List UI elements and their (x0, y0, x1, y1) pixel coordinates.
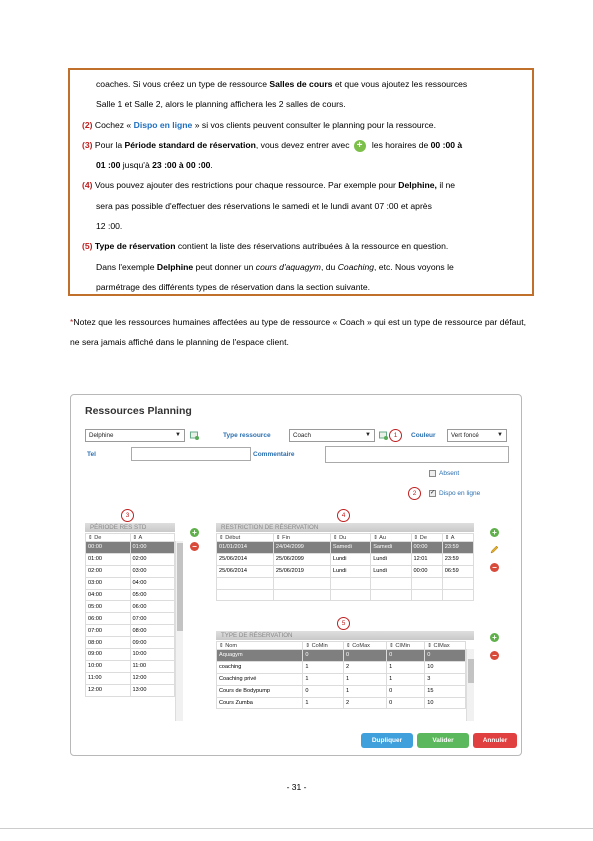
table-cell: 24/04/2099 (273, 542, 330, 554)
table-row[interactable] (86, 672, 175, 684)
table-row[interactable] (217, 589, 474, 601)
table-row[interactable] (217, 697, 466, 709)
header-label: CIMax (433, 642, 450, 649)
table-cell: Lundi (330, 553, 370, 565)
table-cell: 1 (303, 697, 344, 709)
table-cell: 0 (387, 697, 425, 709)
table-cell: 23:59 (442, 542, 473, 554)
table-row[interactable] (217, 661, 466, 673)
table-row[interactable] (86, 565, 175, 577)
table-cell: 01/01/2014 (217, 542, 274, 554)
restriction-title: RESTRICTION DE RÉSERVATION (216, 523, 474, 532)
footer-divider (0, 828, 593, 829)
chevron-down-icon: ▼ (365, 432, 371, 438)
table-cell: 11:00 (130, 660, 175, 672)
table-cell: 06:00 (130, 601, 175, 613)
table-row[interactable] (86, 601, 175, 613)
header-row (86, 534, 175, 542)
table-cell: 00:00 (86, 542, 131, 554)
absent-label: Absent (439, 470, 460, 478)
sort-icon: ⇕ (88, 534, 95, 541)
column-header[interactable] (217, 642, 303, 650)
table-cell: 00:00 (411, 542, 442, 554)
text-line: Salle 1 et Salle 2, alors le planning affichera les 2 salles de cours. (96, 99, 346, 110)
absent-checkbox[interactable] (429, 470, 459, 477)
column-header[interactable] (371, 534, 411, 542)
page-number: - 31 - (286, 782, 307, 792)
table-cell: 25/06/2014 (217, 553, 274, 565)
pencil-icon[interactable] (490, 545, 499, 554)
scroll-thumb[interactable] (177, 543, 183, 631)
add-icon[interactable]: + (490, 633, 499, 642)
table-cell: Lundi (371, 553, 411, 565)
header-label: De (94, 534, 102, 541)
marker-2: 2 (408, 487, 421, 500)
header-label: Début (225, 534, 241, 541)
note-paragraph: *Notez que les ressources humaines affectées au type de ressource « Coach » qui est un type de ressource par défaut, ne sera jamais affiché dans le planning de l'espace client. (70, 317, 526, 347)
table-cell: 04:00 (130, 577, 175, 589)
header-label: A (450, 534, 455, 541)
header-label: CIMin (395, 642, 410, 649)
column-header[interactable] (330, 534, 370, 542)
table-cell (330, 589, 370, 601)
marker-3: 3 (121, 509, 134, 522)
table-cell: 06:59 (442, 565, 473, 577)
table-row[interactable] (217, 685, 466, 697)
table-row[interactable] (217, 553, 474, 565)
text-line: 01 :00 jusqu'à 23 :00 à 00 :00. (96, 160, 213, 171)
marker-1: 1 (389, 429, 402, 442)
table-cell: 08:00 (130, 625, 175, 637)
table-cell: 23:59 (442, 553, 473, 565)
dupliquer-button[interactable]: Dupliquer (361, 733, 413, 748)
table-row[interactable] (217, 650, 466, 662)
dispo-label: Dispo en ligne (439, 490, 481, 498)
table-cell: 1 (387, 673, 425, 685)
header-row (217, 642, 466, 650)
table-cell: 00:00 (411, 565, 442, 577)
table-row[interactable] (86, 637, 175, 649)
text-line: 12 :00. (96, 221, 123, 232)
sort-icon: ⇕ (373, 534, 380, 541)
sort-icon: ⇕ (275, 534, 283, 541)
table-cell: Lundi (330, 565, 370, 577)
column-header[interactable] (273, 534, 330, 542)
text-line: Dans l'exemple Delphine peut donner un cours d'aquagym, du Coaching, etc. Nous voyons le (96, 261, 454, 272)
table-cell: 25/06/2099 (273, 553, 330, 565)
header-label: CoMin (311, 642, 328, 649)
column-header[interactable] (344, 642, 387, 650)
table-row[interactable] (86, 553, 175, 565)
type-res-title: TYPE DE RÉSERVATION (216, 631, 474, 640)
column-header[interactable] (217, 534, 274, 542)
table-cell (411, 577, 442, 589)
table-row[interactable] (86, 577, 175, 589)
ressources-planning-window (70, 394, 522, 756)
table-cell: 1 (303, 673, 344, 685)
table-cell: 13:00 (130, 684, 175, 696)
table-cell: 01:00 (86, 553, 131, 565)
window-title: Ressources Planning (85, 405, 192, 417)
add-icon[interactable]: + (190, 528, 199, 537)
table-cell: 10 (425, 661, 466, 673)
table-cell: 12:00 (86, 684, 131, 696)
sort-icon: ⇕ (413, 534, 420, 541)
item-4: (4) Vous pouvez ajouter des restrictions pour chaque ressource. Par exemple pour Delphine, il ne (82, 180, 456, 191)
table-cell (217, 577, 274, 589)
add-icon[interactable]: + (490, 528, 499, 537)
table-cell: 0 (387, 650, 425, 662)
table-cell: 02:00 (86, 565, 131, 577)
color-select[interactable] (447, 429, 507, 442)
table-cell: coaching (217, 661, 303, 673)
header-label: A (138, 534, 143, 541)
resource-select-value: Delphine (89, 432, 114, 439)
remove-icon[interactable]: − (190, 542, 199, 551)
text-line: sera pas possible d'effectuer des réservations le samedi et le lundi avant 07 :00 et après (96, 200, 432, 211)
sort-icon: ⇕ (219, 642, 226, 649)
remove-icon[interactable]: − (490, 651, 499, 660)
table-row[interactable] (217, 565, 474, 577)
sort-icon: ⇕ (389, 642, 396, 649)
table-cell: 0 (303, 685, 344, 697)
item-3: (3) Pour la Période standard de réservation, vous devez entrer avec + les horaires de 00 :00 à (82, 139, 463, 151)
chevron-down-icon: ▼ (175, 432, 181, 438)
table-cell (442, 577, 473, 589)
type-scrollbar[interactable] (466, 649, 474, 721)
table-cell: 25/06/2014 (217, 565, 274, 577)
table-cell: 07:00 (130, 613, 175, 625)
color-select-value: Vert foncé (451, 432, 479, 439)
table-cell: Cours Zumba (217, 697, 303, 709)
table-cell: 05:00 (86, 601, 131, 613)
sort-icon: ⇕ (132, 534, 139, 541)
header-label: Au (379, 534, 386, 541)
table-cell (442, 589, 473, 601)
table-cell: Samedi (371, 542, 411, 554)
sort-icon: ⇕ (219, 534, 226, 541)
table-cell: 1 (344, 673, 387, 685)
table-cell: 09:00 (86, 649, 131, 661)
table-cell: 05:00 (130, 589, 175, 601)
table-cell (411, 589, 442, 601)
table-cell (330, 577, 370, 589)
explanation-box (68, 68, 534, 296)
table-cell: 09:00 (130, 637, 175, 649)
table-cell: 0 (425, 650, 466, 662)
text-line: parmétrage des différents types de réservation dans la section suivante. (96, 281, 371, 292)
column-header[interactable] (425, 642, 466, 650)
table-cell: Aquagym (217, 650, 303, 662)
table-cell (371, 589, 411, 601)
marker-4: 4 (337, 509, 350, 522)
dispo-checkbox[interactable] (429, 490, 480, 497)
table-row[interactable] (86, 625, 175, 637)
sort-icon: ⇕ (444, 534, 451, 541)
column-header[interactable] (303, 642, 344, 650)
checkbox-checked[interactable]: ✓ (430, 490, 436, 496)
table-row[interactable] (86, 613, 175, 625)
table-cell: 10:00 (86, 660, 131, 672)
table-cell (273, 589, 330, 601)
header-label: CoMax (352, 642, 370, 649)
table-row[interactable] (217, 542, 474, 554)
table-cell: 12:01 (411, 553, 442, 565)
tel-label: Tel (87, 451, 96, 458)
table-cell: 2 (344, 697, 387, 709)
table-row[interactable] (217, 673, 466, 685)
table-cell (273, 577, 330, 589)
table-cell: 0 (303, 650, 344, 662)
periode-title: PÉRIODE RES STD (85, 523, 175, 532)
sort-icon: ⇕ (427, 642, 434, 649)
text-line: coaches. Si vous créez un type de ressource Salles de cours et que vous ajoutez les ressources (96, 79, 468, 89)
table-cell: 15 (425, 685, 466, 697)
table-cell: 11:00 (86, 672, 131, 684)
table-cell: 10:00 (130, 649, 175, 661)
header-label: Du (339, 534, 347, 541)
table-cell: 1 (344, 685, 387, 697)
restriction-table (216, 533, 474, 601)
header-label: Nom (225, 642, 238, 649)
add-icon: + (354, 140, 366, 152)
table-cell (217, 589, 274, 601)
type-select[interactable] (289, 429, 375, 442)
table-cell: 06:00 (86, 613, 131, 625)
table-row[interactable] (217, 577, 474, 589)
header-label: De (419, 534, 427, 541)
grid-add-icon[interactable] (190, 431, 199, 440)
table-cell: 1 (387, 661, 425, 673)
table-cell: 0 (387, 685, 425, 697)
column-header[interactable] (411, 534, 442, 542)
header-row (217, 534, 474, 542)
item-5: (5) Type de réservation contient la liste des réservations autribuées à la ressource en question. (82, 241, 449, 252)
commentaire-label: Commentaire (253, 451, 295, 458)
table-cell: 10 (425, 697, 466, 709)
column-header[interactable] (130, 534, 175, 542)
couleur-label: Couleur (411, 432, 436, 439)
table-row[interactable] (86, 589, 175, 601)
table-cell: 2 (344, 661, 387, 673)
marker-5: 5 (337, 617, 350, 630)
table-row[interactable] (86, 649, 175, 661)
table-cell: 12:00 (130, 672, 175, 684)
column-header[interactable] (86, 534, 131, 542)
item-2: (2) Cochez « Dispo en ligne » si vos clients peuvent consulter le planning pour la ressource. (82, 119, 436, 130)
table-cell: Samedi (330, 542, 370, 554)
resource-select[interactable] (85, 429, 185, 442)
table-cell: 0 (344, 650, 387, 662)
chevron-down-icon: ▼ (497, 432, 503, 438)
periode-table (85, 533, 175, 697)
table-cell: 03:00 (86, 577, 131, 589)
comment-textarea[interactable] (325, 446, 509, 463)
sort-icon: ⇕ (346, 642, 353, 649)
column-header[interactable] (387, 642, 425, 650)
table-cell: 3 (425, 673, 466, 685)
table-row[interactable] (86, 542, 175, 554)
table-cell: Cours de Bodypump (217, 685, 303, 697)
table-cell: 25/06/2019 (273, 565, 330, 577)
header-label: Fin (282, 534, 290, 541)
scroll-thumb[interactable] (468, 659, 474, 683)
table-cell: 01:00 (130, 542, 175, 554)
sort-icon: ⇕ (305, 642, 312, 649)
type-select-value: Coach (293, 432, 311, 439)
table-row[interactable] (86, 660, 175, 672)
checkbox-box[interactable] (429, 470, 436, 477)
table-cell: 1 (303, 661, 344, 673)
valider-button[interactable]: Valider (417, 733, 469, 748)
table-cell: 02:00 (130, 553, 175, 565)
table-cell: 04:00 (86, 589, 131, 601)
type-res-table (216, 641, 466, 709)
tel-input[interactable] (131, 447, 251, 461)
column-header[interactable] (442, 534, 473, 542)
table-cell: Lundi (371, 565, 411, 577)
table-row[interactable] (86, 684, 175, 696)
table-cell (371, 577, 411, 589)
table-cell: 03:00 (130, 565, 175, 577)
table-cell: 08:00 (86, 637, 131, 649)
table-cell: 07:00 (86, 625, 131, 637)
grid-add-icon[interactable] (379, 431, 388, 440)
annuler-button[interactable]: Annuler (473, 733, 517, 748)
remove-icon[interactable]: − (490, 563, 499, 572)
sort-icon: ⇕ (332, 534, 340, 541)
type-ressource-label: Type ressource (223, 432, 271, 439)
periode-scrollbar[interactable] (175, 541, 183, 721)
table-cell: Coaching privé (217, 673, 303, 685)
